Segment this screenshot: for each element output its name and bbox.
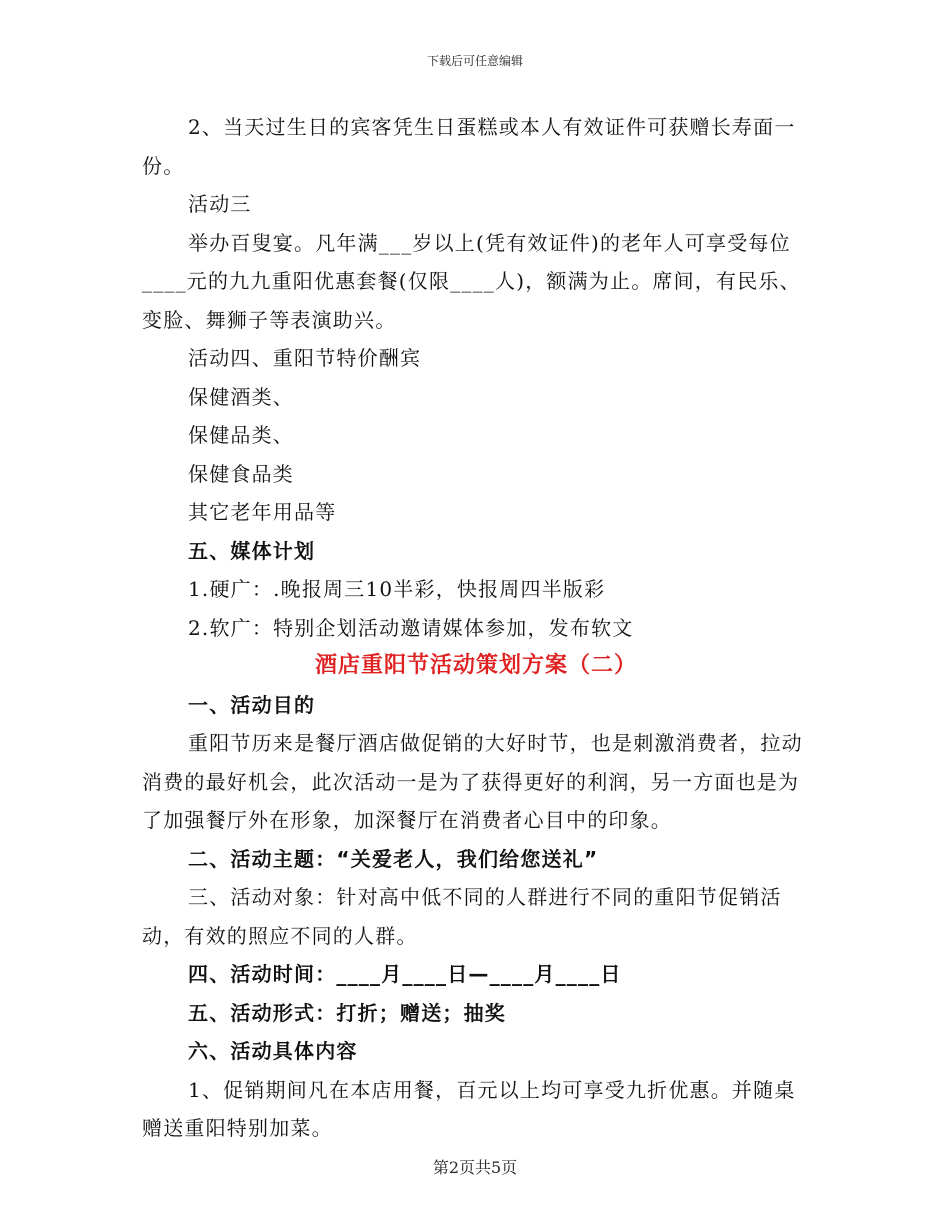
- paragraph-banquet: 举办百叟宴。凡年满___岁以上(凭有效证件)的老年人可享受每位____元的九九重阳优惠套餐(仅限____人)，额满为止。席间，有民乐、变脸、舞狮子等表演助兴。: [142, 230, 801, 332]
- heading-activity-purpose: 一、活动目的: [188, 692, 316, 717]
- heading-activity-content: 六、活动具体内容: [188, 1039, 358, 1063]
- heading-activity-time: 四、活动时间：____月____日—____月____日: [188, 962, 622, 986]
- page-number: 第2页共5页: [432, 1158, 518, 1177]
- section-title: 酒店重阳节活动策划方案（二）: [314, 653, 637, 678]
- paragraph-purpose: 重阳节历来是餐厅酒店做促销的大好时节，也是刺激消费者，拉动消费的最好机会，此次活动一是为了获得更好的利润，另一方面也是为了加强餐厅外在形象，加深餐厅在消费者心目中的印象。: [142, 731, 803, 832]
- page-header-note: 下载后可任意编辑: [426, 54, 523, 68]
- paragraph-hard-ads: 1.硬广：.晚报周三10半彩，快报周四半版彩: [188, 577, 606, 601]
- list-item-health-wine: 保健酒类、: [188, 384, 294, 409]
- list-item-elderly-goods: 其它老年用品等: [188, 500, 337, 524]
- document-body: [142, 108, 810, 1148]
- paragraph-discount: 1、促销期间凡在本店用餐，百元以上均可享受九折优惠。并随桌赠送重阳特别加菜。: [142, 1077, 796, 1140]
- heading-activity-four: 活动四、重阳节特价酬宾: [188, 346, 422, 370]
- heading-activity-form: 五、活动形式：打折；赠送；抽奖: [188, 1000, 506, 1025]
- heading-activity-theme: 二、活动主题：“关爱老人，我们给您送礼”: [188, 846, 599, 871]
- paragraph-birthday-gift: 2、当天过生日的宾客凭生日蛋糕或本人有效证件可获赠长寿面一份。: [142, 115, 796, 178]
- heading-activity-three: 活动三: [188, 192, 252, 216]
- list-item-health-products: 保健品类、: [188, 423, 294, 447]
- paragraph-soft-ads: 2.软广：特别企划活动邀请媒体参加，发布软文: [188, 615, 634, 640]
- list-item-health-food: 保健食品类: [188, 461, 294, 486]
- heading-media-plan: 五、媒体计划: [188, 538, 316, 563]
- paragraph-target: 三、活动对象：针对高中低不同的人群进行不同的重阳节促销活动，有效的照应不同的人群。: [142, 885, 782, 948]
